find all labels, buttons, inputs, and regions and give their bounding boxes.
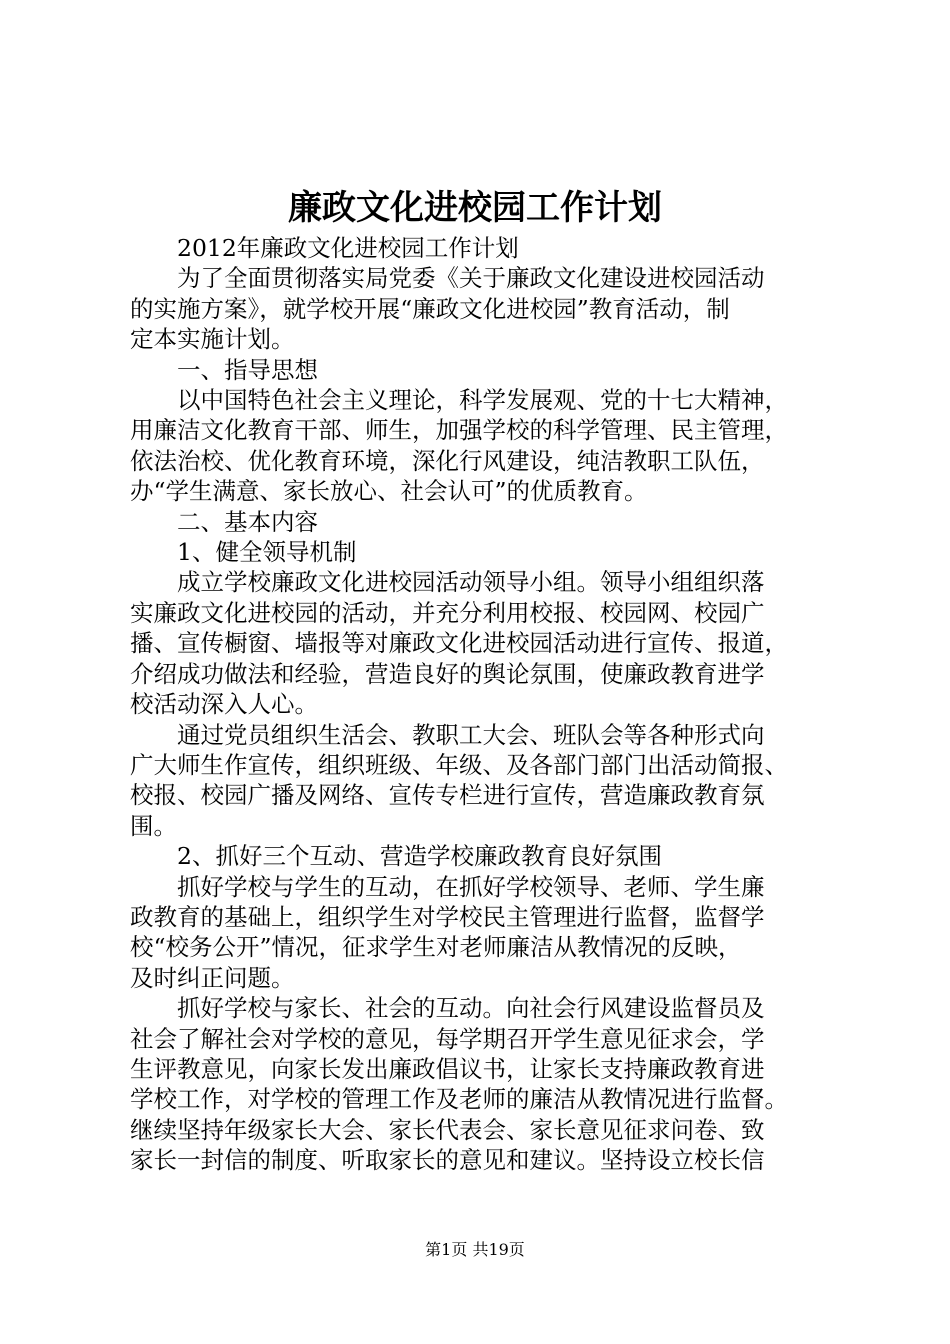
paragraph-line: 及时纠正问题。 <box>130 963 295 992</box>
paragraph-line: 生评教意见，向家长发出廉政倡议书，让家长支持廉政教育进 <box>130 1054 765 1083</box>
page-number: 第1页 共19页 <box>425 1240 525 1259</box>
section-heading: 一、指导思想 <box>177 355 318 384</box>
paragraph-line: 定本实施计划。 <box>130 325 295 354</box>
paragraph-line: 为了全面贯彻落实局党委《关于廉政文化建设进校园活动 <box>177 264 765 293</box>
paragraph-line: 播、宣传橱窗、墙报等对廉政文化进校园活动进行宣传、报道， <box>130 629 788 658</box>
paragraph-line: 继续坚持年级家长大会、家长代表会、家长意见征求问卷、致 <box>130 1115 765 1144</box>
paragraph-line: 成立学校廉政文化进校园活动领导小组。领导小组组织落 <box>177 568 765 597</box>
paragraph-line: 依法治校、优化教育环境，深化行风建设，纯洁教职工队伍， <box>130 446 765 475</box>
paragraph-line: 通过党员组织生活会、教职工大会、班队会等各种形式向 <box>177 720 765 749</box>
paragraph-line: 学校工作，对学校的管理工作及老师的廉洁从教情况进行监督。 <box>130 1085 788 1114</box>
paragraph-line: 围。 <box>130 811 177 840</box>
paragraph-line: 校报、校园广播及网络、宣传专栏进行宣传，营造廉政教育氛 <box>130 781 765 810</box>
paragraph-line: 用廉洁文化教育干部、师生，加强学校的科学管理、民主管理， <box>130 416 788 445</box>
document-title: 廉政文化进校园工作计划 <box>288 188 662 228</box>
paragraph-line: 的实施方案》，就学校开展“廉政文化进校园”教育活动，制 <box>130 294 730 323</box>
section-heading: 二、基本内容 <box>177 507 318 536</box>
paragraph-line: 校“校务公开”情况，征求学生对老师廉洁从教情况的反映， <box>130 933 742 962</box>
paragraph-line: 抓好学校与学生的互动，在抓好学校领导、老师、学生廉 <box>177 872 765 901</box>
paragraph-line: 办“学生满意、家长放心、社会认可”的优质教育。 <box>130 477 648 506</box>
paragraph-line: 抓好学校与家长、社会的互动。向社会行风建设监督员及 <box>177 994 765 1023</box>
subsection-heading: 2、抓好三个互动、营造学校廉政教育良好氛围 <box>177 842 662 871</box>
paragraph-line: 政教育的基础上，组织学生对学校民主管理进行监督，监督学 <box>130 902 765 931</box>
paragraph-line: 介绍成功做法和经验，营造良好的舆论氛围，使廉政教育进学 <box>130 659 765 688</box>
paragraph-line: 实廉政文化进校园的活动，并充分利用校报、校园网、校园广 <box>130 598 765 627</box>
subtitle-line: 2012年廉政文化进校园工作计划 <box>177 234 519 262</box>
paragraph-line: 家长一封信的制度、听取家长的意见和建议。坚持设立校长信 <box>130 1146 765 1175</box>
document-body <box>130 233 830 1176</box>
paragraph-line: 广大师生作宣传，组织班级、年级、及各部门部门出活动简报、 <box>130 750 788 779</box>
subsection-heading: 1、健全领导机制 <box>177 538 357 567</box>
paragraph-line: 社会了解社会对学校的意见，每学期召开学生意见征求会，学 <box>130 1024 765 1053</box>
paragraph-line: 校活动深入人心。 <box>130 690 318 719</box>
paragraph-line: 以中国特色社会主义理论，科学发展观、党的十七大精神， <box>177 386 788 415</box>
